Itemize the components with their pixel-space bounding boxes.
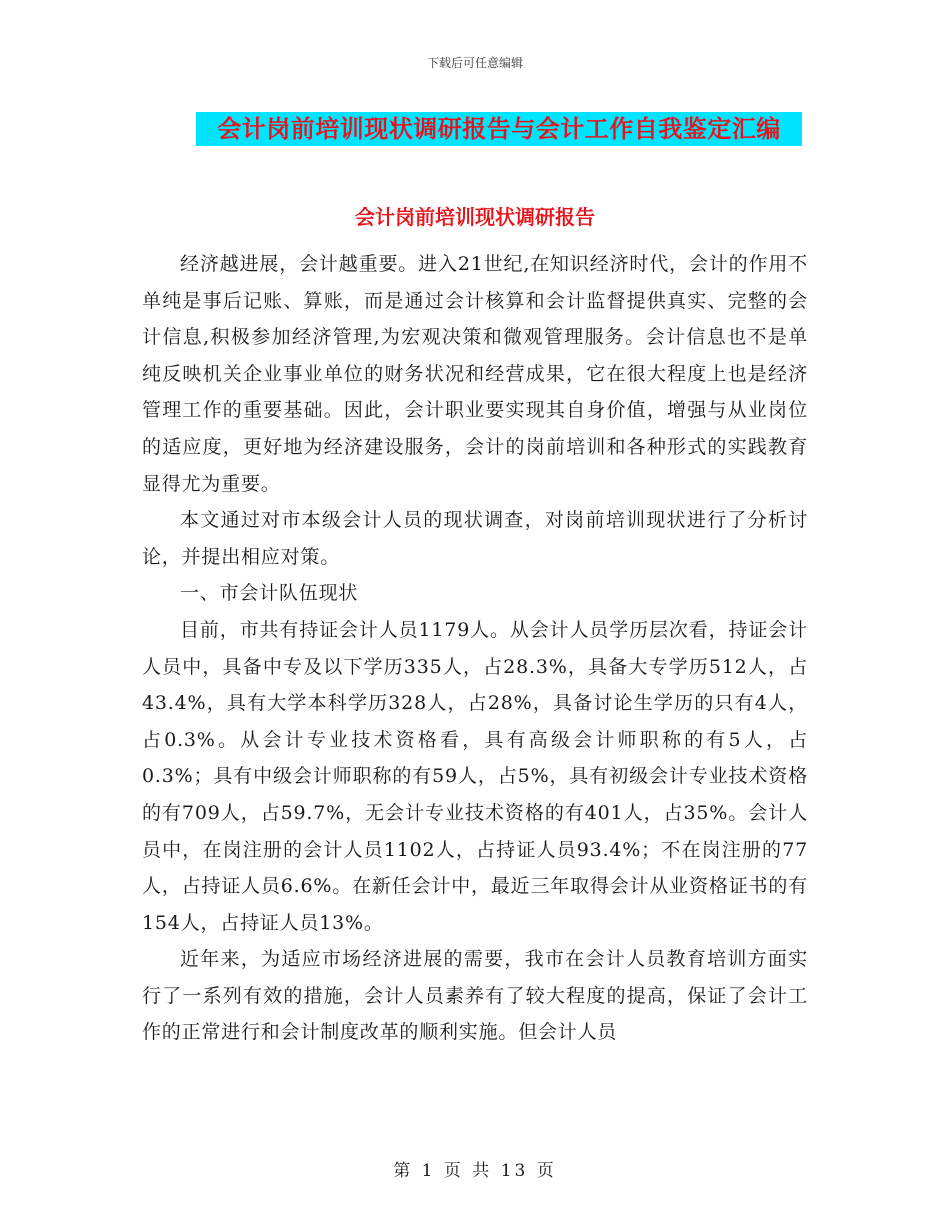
paragraph-recent-years: 近年来，为适应市场经济进展的需要，我市在会计人员教育培训方面实行了一系列有效的措施，会计人员素养有了较大程度的提高，保证了会计工作的正常进行和会计制度改革的顺利实施。但会计人员	[142, 948, 808, 1044]
main-title-container	[196, 112, 802, 146]
section-heading-1: 一、市会计队伍现状	[180, 582, 359, 605]
page-footer: 第 1 页 共 13 页	[393, 1161, 557, 1181]
document-body	[142, 246, 808, 1051]
paragraph-purpose: 本文通过对市本级会计人员的现状调查，对岗前培训现状进行了分析讨论，并提出相应对策。	[142, 509, 808, 568]
page-header-note: 下载后可任意编辑	[426, 56, 523, 70]
paragraph-intro: 经济越进展，会计越重要。进入21世纪,在知识经济时代，会计的作用不单纯是事后记账、算账，而是通过会计核算和会计监督提供真实、完整的会计信息,积极参加经济管理,为宏观决策和微观管理服务。会计信息也不是单纯反映机关企业事业单位的财务状况和经营成果，它在很大程度上也是经济管理工作的重要基础。因此，会计职业要实现其自身价值，增强与从业岗位的适应度，更好地为经济建设服务，会计的岗前培训和各种形式的实践教育显得尤为重要。	[142, 253, 808, 495]
paragraph-statistics: 目前，市共有持证会计人员1179人。从会计人员学历层次看，持证会计人员中，具备中专及以下学历335人，占28.3%，具备大专学历512人，占43.4%，具有大学本科学历328人，占28%，具备讨论生学历的只有4人，占0.3%。从会计专业技术资格看，具有高级会计师职称的有5人，占0.3%；具有中级会计师职称的有59人，占5%，具有初级会计专业技术资格的有709人，占59.7%，无会计专业技术资格的有401人，占35%。会计人员中，在岗注册的会计人员1102人，占持证人员93.4%；不在岗注册的77人，占持证人员6.6%。在新任会计中，最近三年取得会计从业资格证书的有154人，占持证人员13%。	[142, 618, 808, 934]
main-title: 会计岗前培训现状调研报告与会计工作自我鉴定汇编	[196, 112, 802, 146]
section-title: 会计岗前培训现状调研报告	[355, 205, 595, 229]
